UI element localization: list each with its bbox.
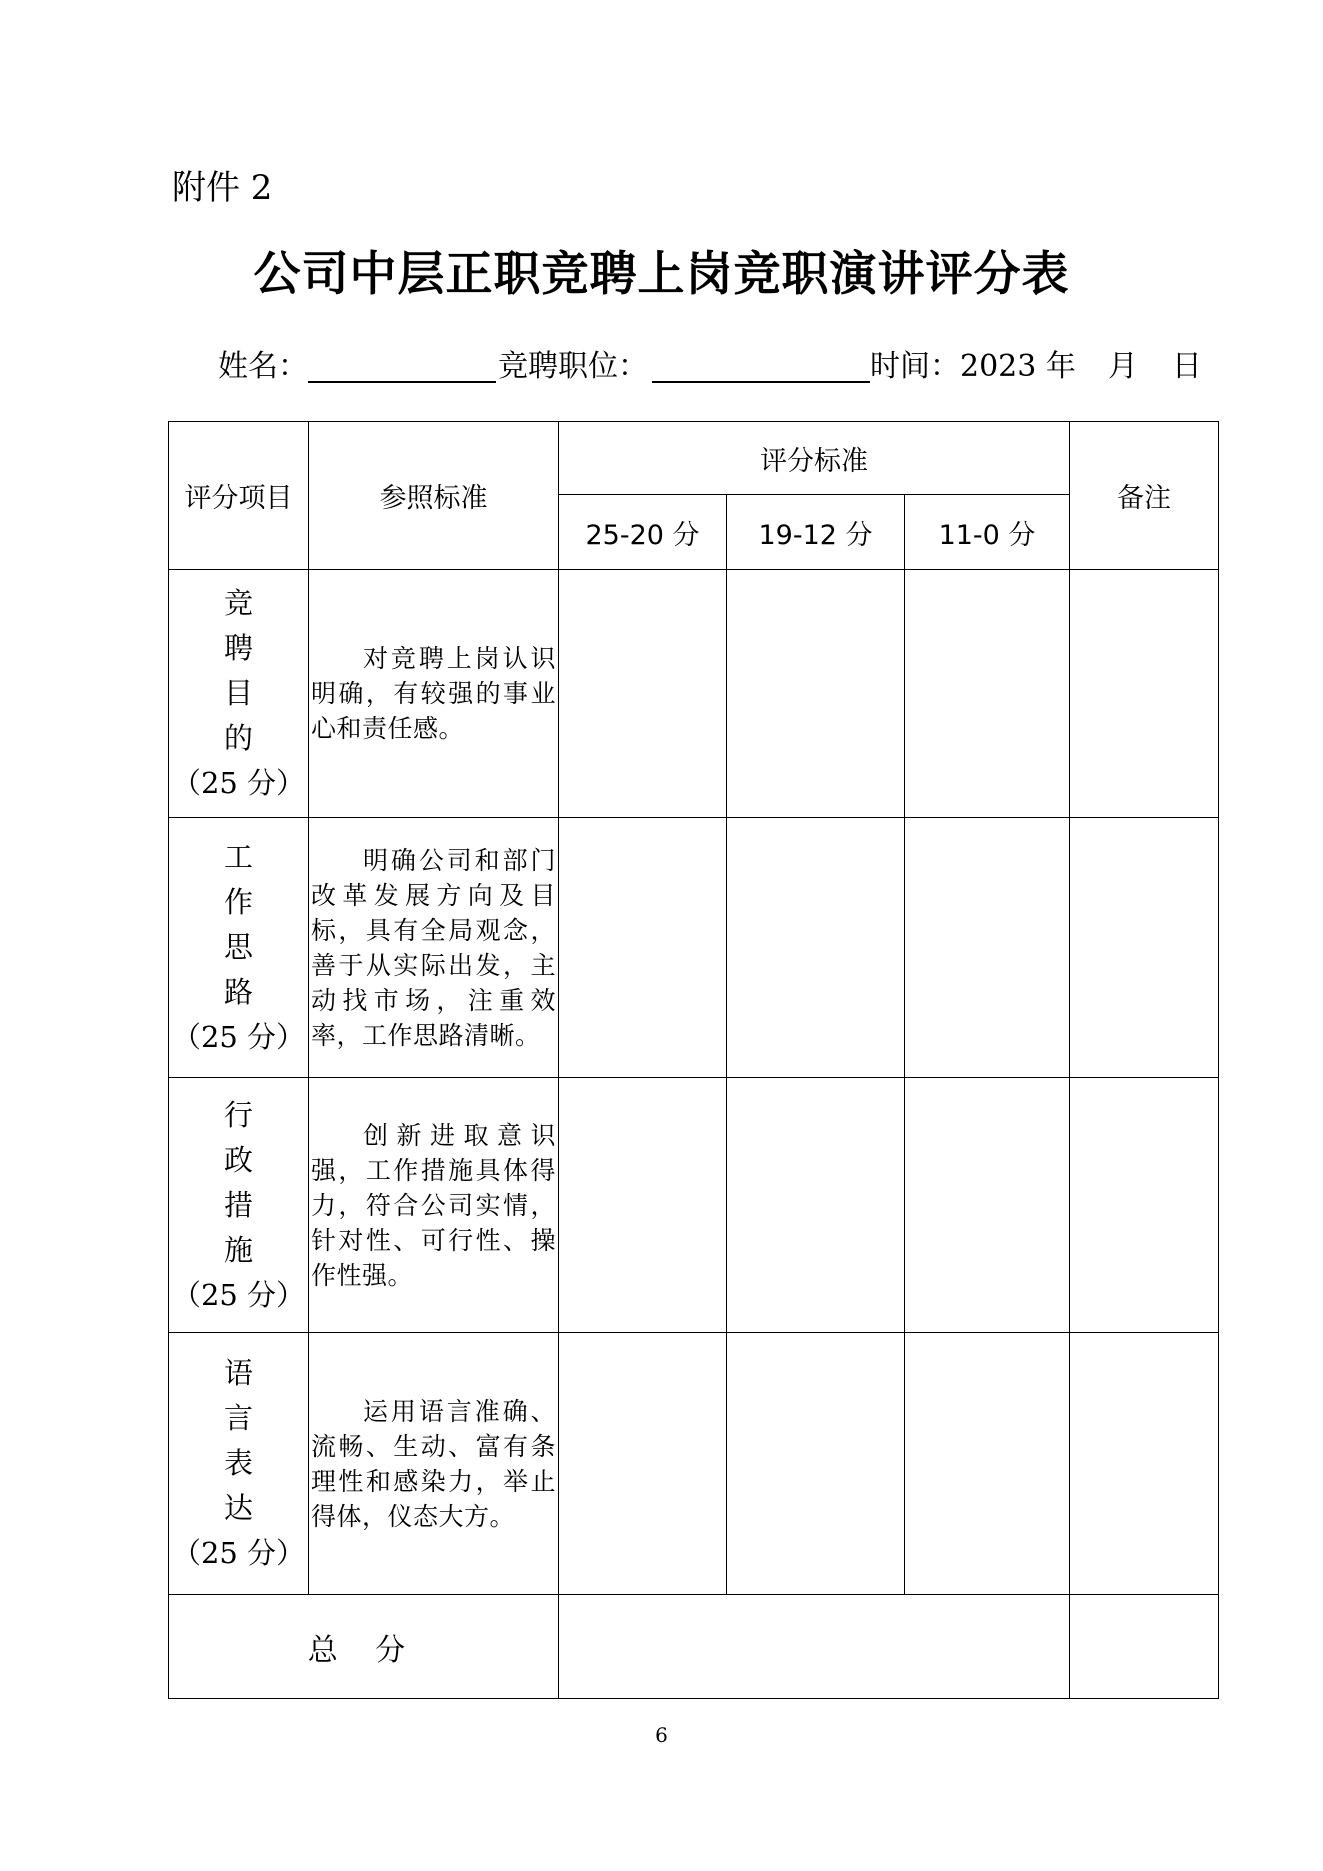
item-cell xyxy=(169,1333,309,1595)
total-score-cell[interactable] xyxy=(559,1595,1070,1699)
item-points: （25 分） xyxy=(171,1020,306,1054)
item-char: 竞 xyxy=(223,586,253,620)
name-blank xyxy=(308,345,496,383)
score-cell[interactable] xyxy=(905,570,1070,818)
score-cell[interactable] xyxy=(559,818,727,1078)
attachment-label: 附件 2 xyxy=(172,168,273,208)
score-cell[interactable] xyxy=(559,1333,727,1595)
info-line xyxy=(218,345,1202,389)
table-row xyxy=(169,818,1219,1078)
score-cell[interactable] xyxy=(727,1078,905,1333)
item-char: 语 xyxy=(223,1356,253,1390)
table-row xyxy=(169,570,1219,818)
page-number: 6 xyxy=(655,1723,668,1747)
item-char: 工 xyxy=(223,840,253,874)
position-blank xyxy=(652,345,870,383)
score-cell[interactable] xyxy=(905,1333,1070,1595)
header-range-mid: 19-12 分 xyxy=(727,495,905,570)
item-cell xyxy=(169,570,309,818)
score-cell[interactable] xyxy=(905,1078,1070,1333)
item-char: 的 xyxy=(223,721,253,755)
total-label: 总 分 xyxy=(169,1595,559,1699)
remark-cell[interactable] xyxy=(1070,570,1219,818)
header-remark: 备注 xyxy=(1070,422,1219,570)
header-range-low: 11-0 分 xyxy=(905,495,1070,570)
item-points: （25 分） xyxy=(171,766,306,800)
score-cell[interactable] xyxy=(905,818,1070,1078)
standard-cell: 创新进取意识强，工作措施具体得力，符合公司实情，针对性、可行性、操作性强。 xyxy=(309,1078,559,1333)
score-cell[interactable] xyxy=(727,818,905,1078)
total-row xyxy=(169,1595,1219,1699)
header-standard: 参照标准 xyxy=(309,422,559,570)
standard-cell: 明确公司和部门改革发展方向及目标，具有全局观念，善于从实际出发，主动找市场，注重效率，工作思路清晰。 xyxy=(309,818,559,1078)
remark-cell[interactable] xyxy=(1070,1078,1219,1333)
remark-cell[interactable] xyxy=(1070,818,1219,1078)
item-cell xyxy=(169,1078,309,1333)
remark-cell[interactable] xyxy=(1070,1333,1219,1595)
name-label: 姓名： xyxy=(218,349,308,384)
score-cell[interactable] xyxy=(559,570,727,818)
item-char: 表 xyxy=(223,1446,253,1480)
total-remark-cell[interactable] xyxy=(1070,1595,1219,1699)
item-char: 目 xyxy=(223,676,253,710)
header-range-high: 25-20 分 xyxy=(559,495,727,570)
item-char: 思 xyxy=(223,930,253,964)
header-item: 评分项目 xyxy=(169,422,309,570)
standard-cell: 运用语言准确、流畅、生动、富有条理性和感染力，举止得体，仪态大方。 xyxy=(309,1333,559,1595)
time-label: 时间：2023 年 xyxy=(870,349,1076,384)
item-char: 聘 xyxy=(223,631,253,665)
score-cell[interactable] xyxy=(727,1333,905,1595)
table-row xyxy=(169,1333,1219,1595)
item-char: 施 xyxy=(223,1232,253,1267)
item-char: 达 xyxy=(223,1491,253,1525)
table-row xyxy=(169,1078,1219,1333)
item-char: 言 xyxy=(223,1401,253,1435)
item-char: 作 xyxy=(223,885,253,919)
item-points: （25 分） xyxy=(171,1277,306,1312)
item-cell xyxy=(169,818,309,1078)
item-points: （25 分） xyxy=(171,1536,306,1570)
item-char: 行 xyxy=(223,1097,253,1132)
month-label: 月 xyxy=(1107,349,1138,384)
header-criteria: 评分标准 xyxy=(559,422,1070,495)
score-table xyxy=(168,421,1219,1699)
item-char: 路 xyxy=(223,975,253,1009)
score-cell[interactable] xyxy=(727,570,905,818)
position-label: 竞聘职位： xyxy=(498,349,648,384)
score-cell[interactable] xyxy=(559,1078,727,1333)
item-char: 政 xyxy=(223,1142,253,1177)
page-title: 公司中层正职竞聘上岗竞职演讲评分表 xyxy=(253,247,1070,302)
item-char: 措 xyxy=(223,1187,253,1222)
standard-cell: 对竞聘上岗认识明确，有较强的事业心和责任感。 xyxy=(309,570,559,818)
day-label: 日 xyxy=(1171,349,1202,384)
